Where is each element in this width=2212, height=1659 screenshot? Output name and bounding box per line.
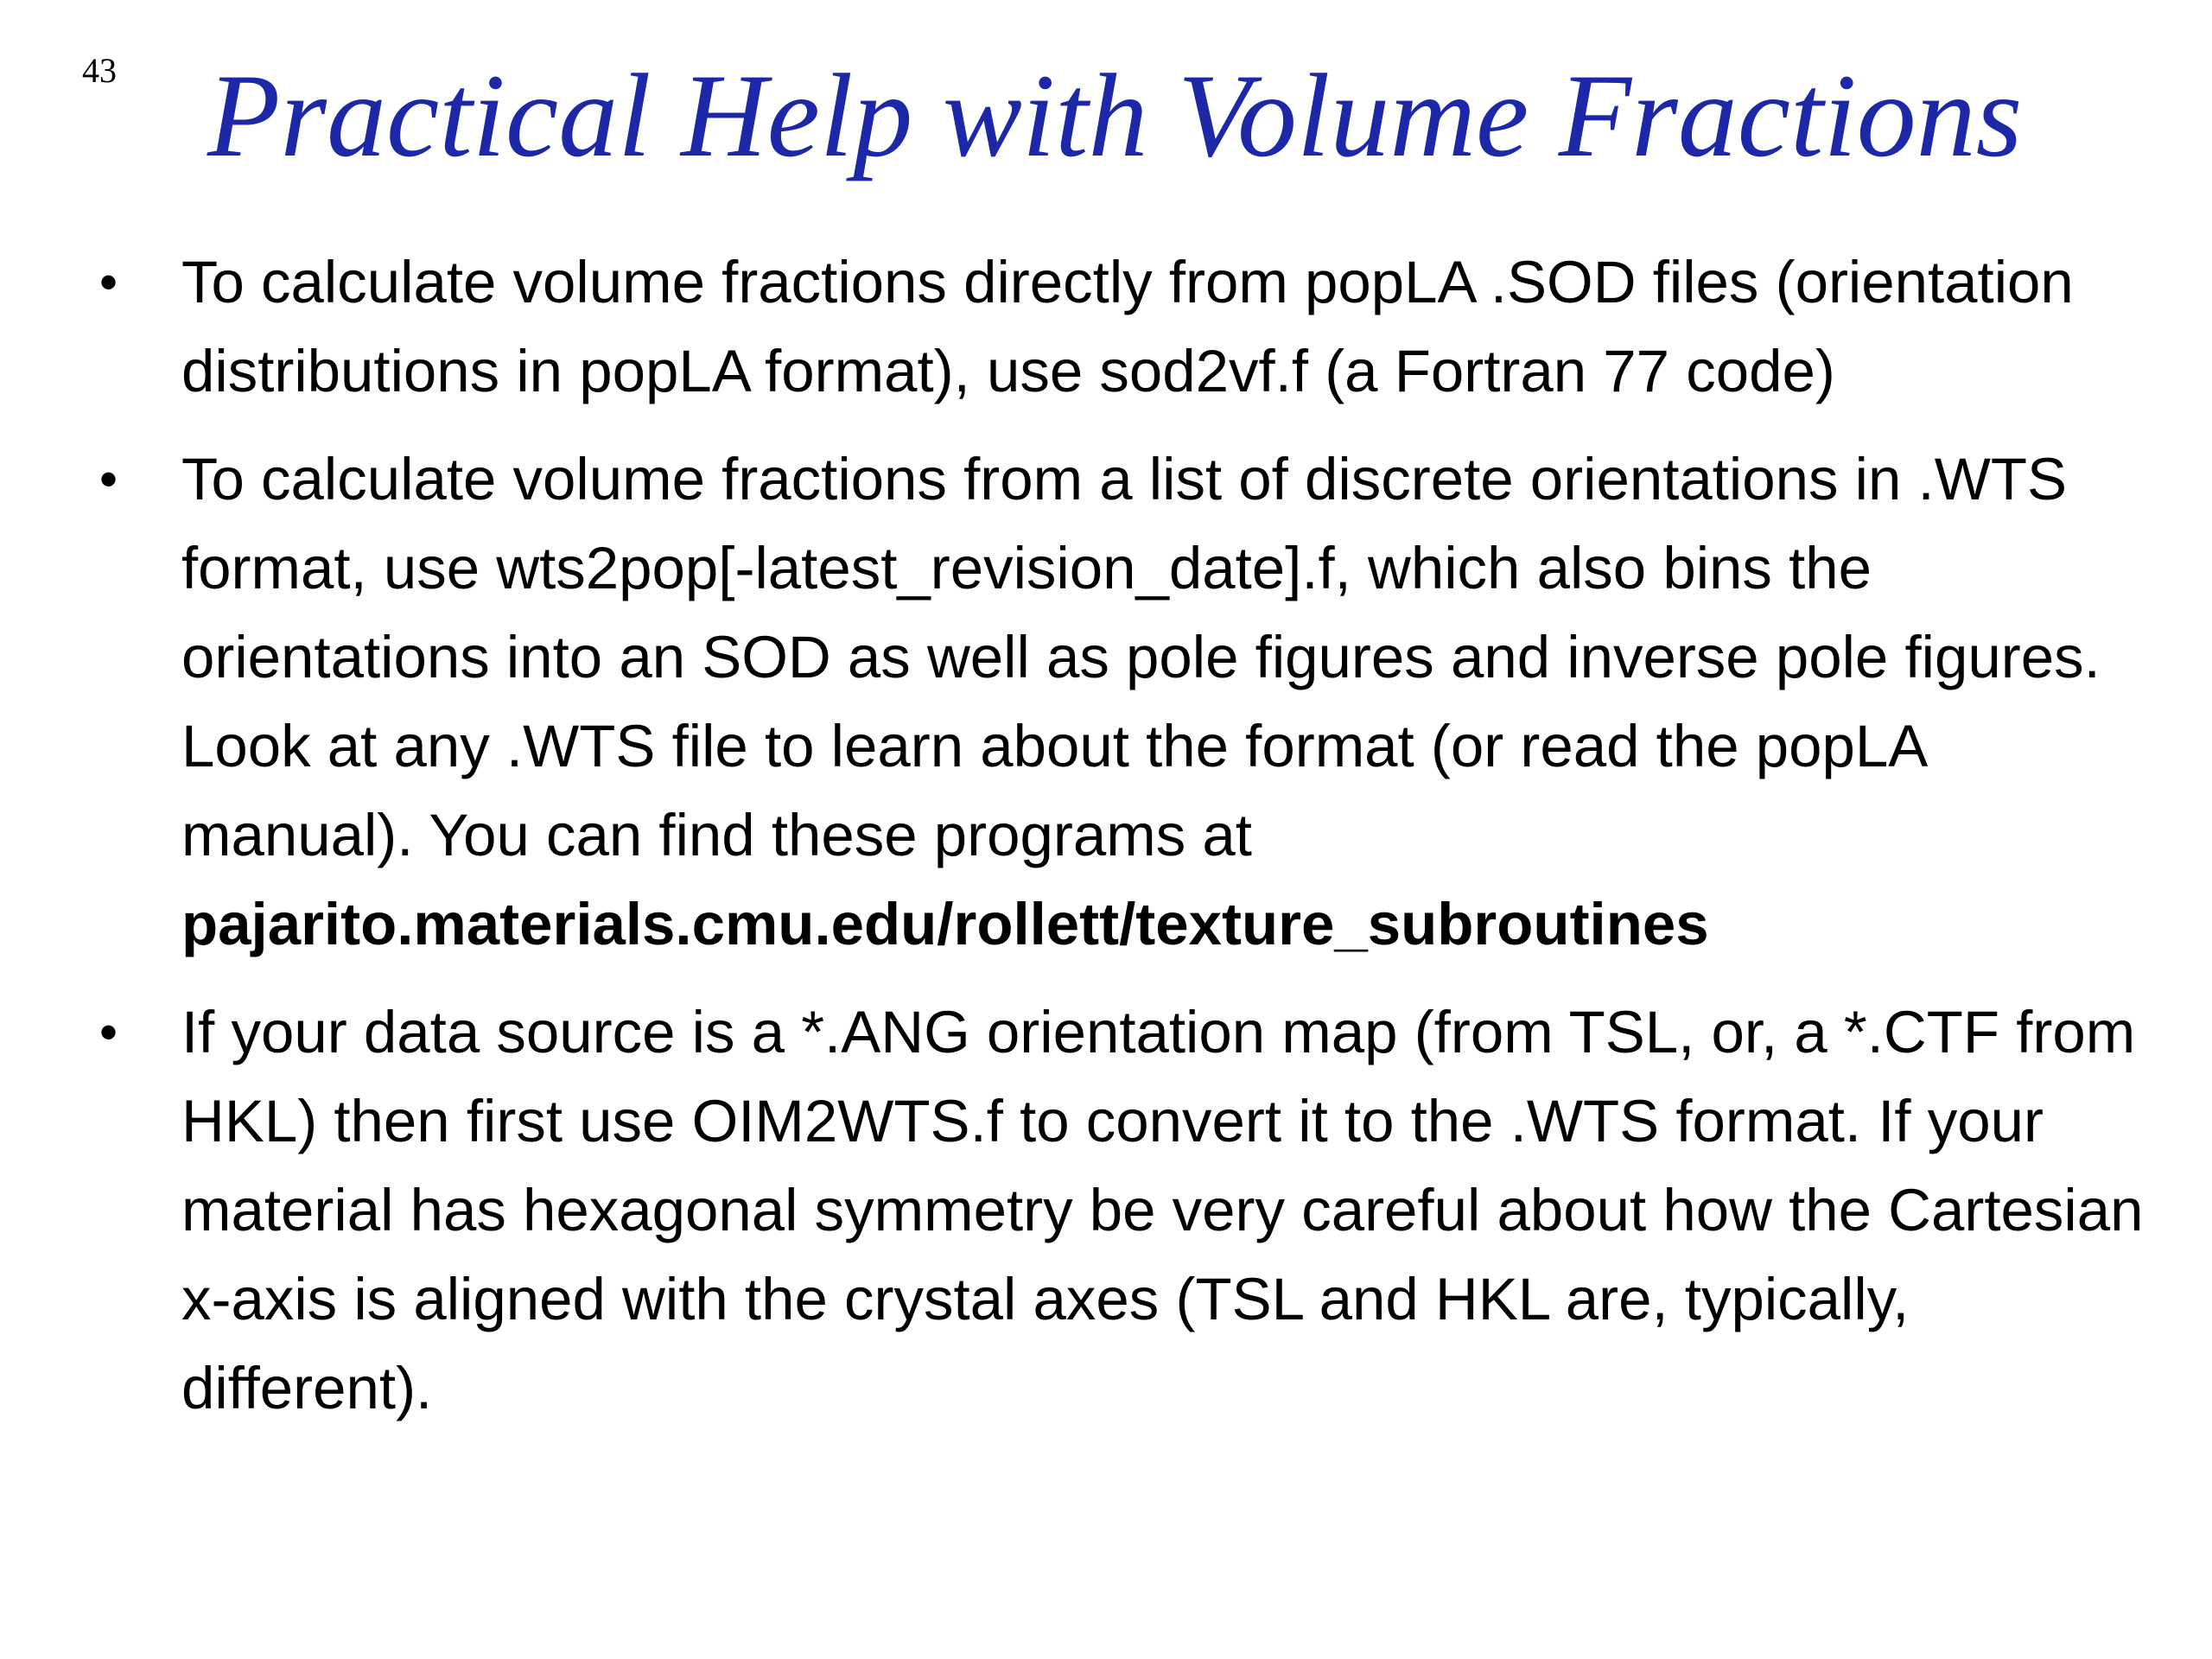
bullet-text: To calculate volume fractions from a list of discrete orientations in .WTS format, use wts2pop[-latest_revision_date].f, which also bins the orientations into an SOD as well as pole figures and inverse pole figures. Look at any .WTS file to learn about the format (or read the popLA manual). You can find these programs at [181, 446, 2101, 868]
slide-number: 43 [82, 51, 117, 90]
bullet-text: If your data source is a *.ANG orientation map (from TSL, or, a *.CTF from HKL) then first use OIM2WTS.f to convert it to the .WTS format. If your material has hexagonal symmetry be very careful about how the Cartesian x-axis is aligned with the crystal axes (TSL and HKL are, typically, different). [181, 999, 2144, 1421]
bullet-text: To calculate volume fractions directly from popLA .SOD files (orientation distributions in popLA format), use sod2vf.f (a Fortran 77 code) [181, 249, 2074, 404]
bullet-item-sod2vf [99, 238, 2147, 416]
bullet-list [99, 238, 2147, 1452]
programs-url: pajarito.materials.cmu.edu/rollett/texture_subroutines [181, 891, 1709, 957]
bullet-icon: • [99, 1003, 118, 1061]
bullet-item-wts2pop [99, 435, 2147, 969]
bullet-icon: • [99, 253, 118, 311]
bullet-item-oim2wts [99, 988, 2147, 1433]
bullet-icon: • [99, 450, 118, 508]
slide-title: Practical Help with Volume Fractions [207, 49, 2023, 181]
